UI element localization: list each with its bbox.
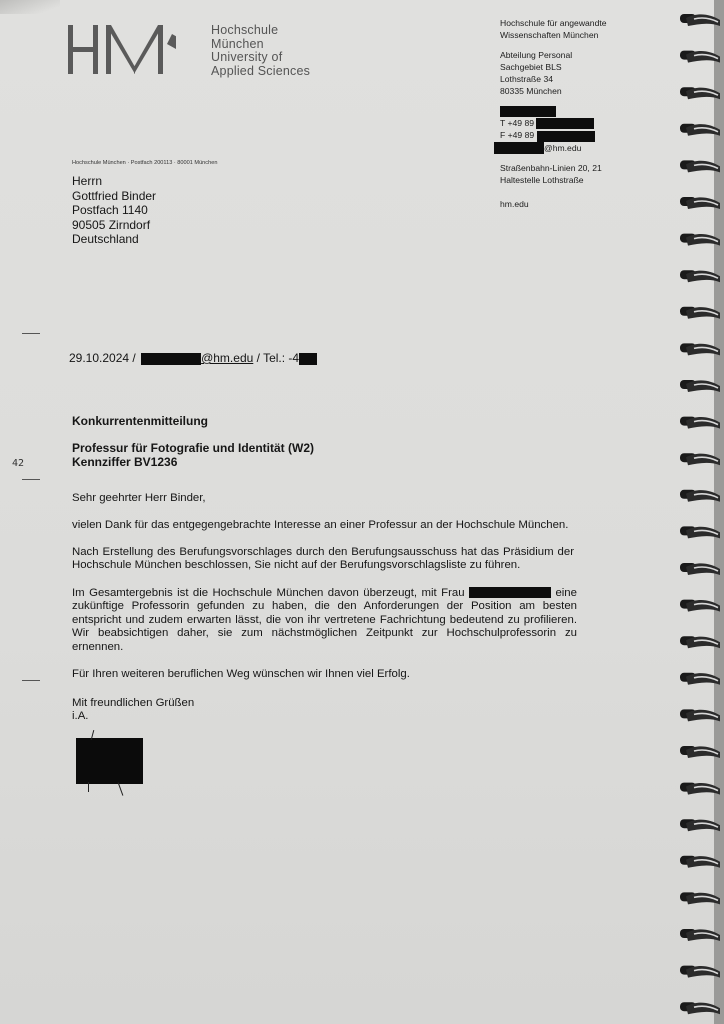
position-code: Kennziffer BV1236 (72, 455, 178, 469)
logo-line: Hochschule (211, 23, 279, 37)
recipient-city: 90505 Zirndorf (72, 217, 151, 232)
sender-email: @hm.edu (544, 142, 582, 153)
recipient-name: Gottfried Binder (72, 188, 157, 203)
signature-stroke (88, 782, 89, 792)
logo-line: München (211, 36, 264, 51)
sender-phone: T +49 89 (500, 118, 535, 129)
fold-mark (22, 680, 40, 681)
redacted-contact-name (141, 353, 201, 365)
recipient-po-box: Postfach 1140 (72, 203, 148, 217)
letter-date: 29.10.2024 / (69, 351, 136, 365)
sender-org-line: Wissenschaften München (500, 30, 599, 40)
signature-prefix: i.A. (72, 710, 89, 722)
hm-logo-mark (66, 22, 176, 76)
contact-email-domain: @hm.edu (201, 351, 254, 365)
redacted-fax (537, 131, 595, 142)
reference-line (69, 351, 317, 365)
redacted-email (494, 142, 544, 154)
university-name (211, 24, 310, 78)
sender-fax: F +49 89 (500, 130, 535, 141)
letter-closing: Mit freundlichen Grüßen (72, 697, 195, 709)
contact-tel-label: / Tel.: -4 (253, 351, 300, 365)
paragraph-wishes: Für Ihren weiteren beruflichen Weg wünschen wir Ihnen viel Erfolg. (72, 668, 410, 680)
redacted-signature (76, 738, 143, 784)
letter-greeting: Sehr geehrter Herr Binder, (72, 492, 206, 504)
sender-web: hm.edu (500, 199, 529, 210)
scan-corner-shadow (0, 0, 60, 14)
position-heading (72, 441, 314, 469)
recipient-salutation: Herrn (72, 174, 103, 188)
spiral-binding (676, 0, 724, 1024)
recipient-address (72, 174, 156, 247)
signature-stroke (118, 782, 124, 795)
result-rest: eine zukünftige Professorin gefunden zu haben, die den Anforderungen der Position am besten entspricht und zudem erwarten lässt, die von ihr vertretene Fachrichtung bedeutend zu profilieren. Wir beabsichtigen daher, sie zum nächstmöglichen Zeitpunkt zur Hochschulprofessorin zu ernennen. (72, 587, 577, 653)
sender-section: Sachgebiet BLS (500, 62, 562, 72)
sender-org-line: Hochschule für angewandte (500, 18, 607, 28)
sender-block (500, 17, 607, 210)
paragraph-decision: Nach Erstellung des Berufungsvorschlages durch den Berufungsausschuss hat das Präsidium der Hochschule München beschlossen, Sie nicht auf der Berufungsvorschlagsliste zu führen. (72, 546, 574, 572)
fold-mark (22, 333, 40, 334)
binding-edge (714, 0, 724, 1024)
sender-city: 80335 München (500, 86, 562, 96)
fold-mark (22, 479, 40, 480)
sender-tram: Straßenbahn-Linien 20, 21 (500, 163, 602, 174)
result-intro: Im Gesamtergebnis ist die Hochschule München davon überzeugt, mit Frau (72, 587, 465, 599)
logo-line: University of (211, 50, 283, 64)
letter-subject: Konkurrentenmitteilung (72, 414, 209, 428)
paragraph-result (72, 587, 577, 654)
position-title: Professur für Fotografie und Identität (W2) (72, 441, 314, 455)
handwritten-page-number: 42 (12, 458, 25, 469)
sender-stop: Haltestelle Lothstraße (500, 175, 584, 186)
paragraph-thanks: vielen Dank für das entgegengebrachte Interesse an einer Professur an der Hochschule München. (72, 519, 569, 531)
sender-dept: Abteilung Personal (500, 50, 573, 60)
sender-street: Lothstraße 34 (500, 74, 554, 84)
redacted-name (500, 106, 556, 117)
return-address: Hochschule München · Postfach 200113 · 80001 München (72, 160, 218, 166)
redacted-extension (299, 353, 317, 365)
redacted-phone (536, 118, 594, 129)
recipient-country: Deutschland (72, 232, 139, 246)
logo-line: Applied Sciences (211, 63, 311, 78)
redacted-candidate-name (469, 587, 551, 598)
